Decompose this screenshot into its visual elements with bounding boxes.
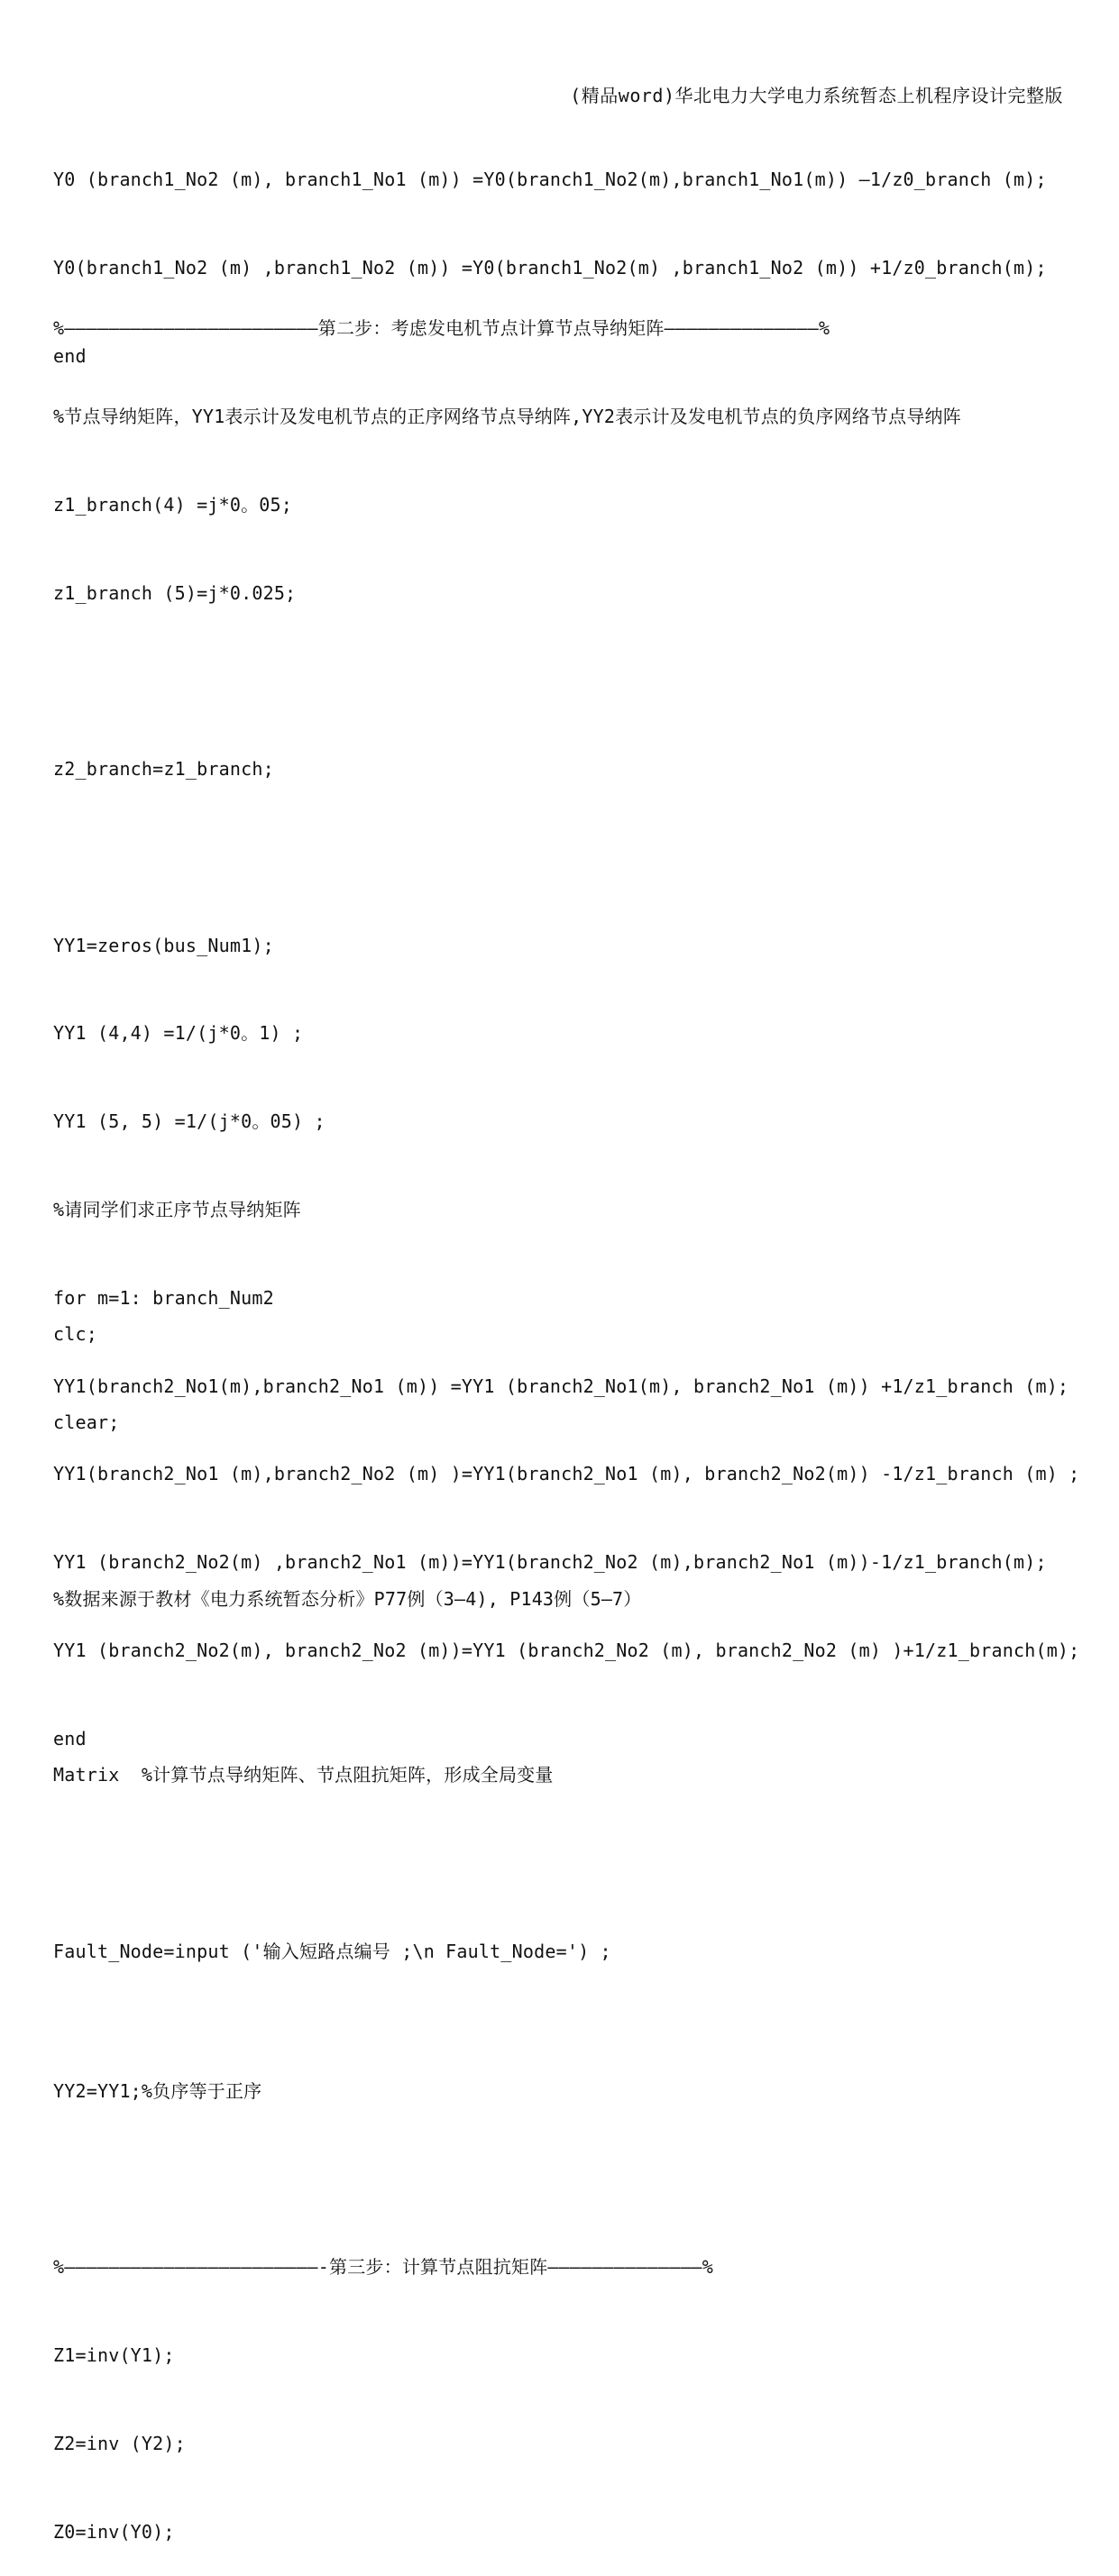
code-line: Y0(branch1_No2 (m) ,branch1_No2 (m)) =Y0(branch1_No2(m) ,branch1_No2 (m)) +1/z0_branch(m);: [53, 256, 1047, 279]
code-line: YY1 (4,4) =1/(j*0。1) ;: [53, 1022, 304, 1045]
comment-line: %请同学们求正序节点导纳矩阵: [53, 1199, 301, 1220]
code-line: end: [53, 1727, 87, 1749]
code-line: clear;: [53, 1411, 120, 1433]
code-line: [53, 2165, 1072, 2195]
code-line: [53, 1849, 1072, 1878]
code-line: Z1=inv(Y1);: [53, 2344, 175, 2367]
code-line: Fault_Node=input ('输入短路点编号 ;\n Fault_Node=') ;: [53, 1940, 611, 1962]
code-line: clc;: [53, 1323, 97, 1346]
comment-line: %———————————————————————第二步：考虑发电机节点计算节点导纳矩阵——————————————%: [53, 317, 830, 340]
code-line: YY2=YY1;%负序等于正序: [53, 2079, 262, 2102]
code-line: YY1=zeros(bus_Num1);: [53, 934, 274, 956]
code-line: YY1 (5, 5) =1/(j*0。05) ;: [53, 1110, 326, 1133]
comment-line: %节点导纳矩阵，YY1表示计及发电机节点的正序网络节点导纳阵,YY2表示计及发电机节点的负序网络节点导纳阵: [53, 405, 961, 427]
code-line: Z0=inv(Y0);: [53, 2520, 175, 2543]
code-line: z1_branch(4) =j*0。05;: [53, 493, 293, 516]
code-line: [53, 666, 1072, 696]
code-line: z1_branch (5)=j*0.025;: [53, 581, 297, 604]
code-line: Matrix %计算节点导纳矩阵、节点阻抗矩阵，形成全局变量: [53, 1764, 554, 1786]
code-line: Z2=inv (Y2);: [53, 2432, 186, 2454]
code-line: [53, 1496, 1072, 1526]
code-line: [53, 1672, 1072, 1702]
code-block-3: [53, 1261, 1080, 1996]
page-header: (精品word)华北电力大学电力系统暂态上机程序设计完整版: [570, 85, 1063, 106]
code-line: z2_branch=z1_branch;: [53, 758, 274, 781]
comment-line: %数据来源于教材《电力系统暂态分析》P77例（3—4), P143例（5—7）: [53, 1587, 642, 1610]
code-line: YY1(branch2_No1(m),branch2_No1 (m)) =YY1 (branch2_No1(m), branch2_No1 (m)) +1/z1_branch (m);: [53, 1375, 1069, 1397]
code-line: [53, 843, 1072, 872]
code-line: for m=1: branch_Num2: [53, 1286, 274, 1309]
code-line: end: [53, 344, 87, 367]
comment-line: %———————————————————————-第三步：计算节点阻抗矩阵——————————————%: [53, 2256, 714, 2279]
code-line: YY1 (branch2_No2(m) ,branch2_No1 (m))=YY1(branch2_No2 (m),branch2_No1 (m))-1/z1_branch(m);: [53, 1551, 1047, 1574]
code-line: YY1(branch2_No1 (m),branch2_No2 (m) )=YY1(branch2_No1 (m), branch2_No2(m)) -1/z1_branch (m) ;: [53, 1463, 1080, 1485]
code-line: Y0 (branch1_No2 (m), branch1_No1 (m)) =Y0(branch1_No2(m),branch1_No1(m)) —1/z0_branch (m);: [53, 169, 1047, 191]
code-line: YY1 (branch2_No2(m), branch2_No2 (m))=YY1 (branch2_No2 (m), branch2_No2 (m) )+1/z1_branch(m);: [53, 1639, 1080, 1661]
